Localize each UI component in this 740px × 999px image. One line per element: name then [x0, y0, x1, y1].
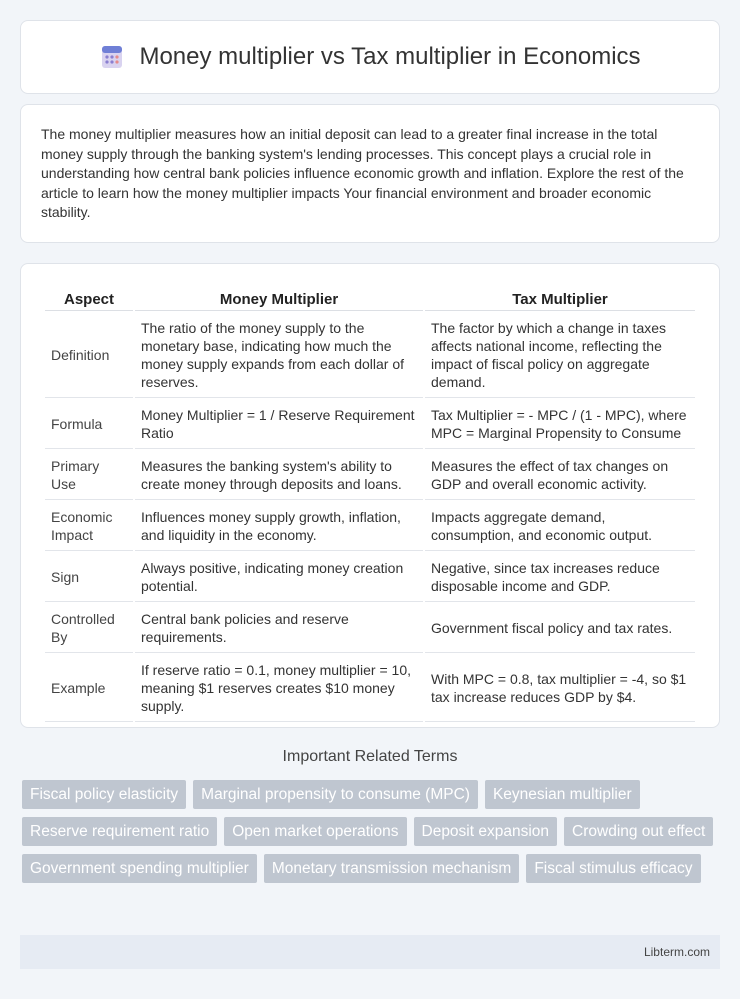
row-aspect: Formula	[45, 400, 133, 449]
row-tax: Negative, since tax increases reduce disposable income and GDP.	[425, 553, 695, 602]
row-aspect: Primary Use	[45, 451, 133, 500]
table-row	[45, 451, 695, 500]
row-money: Influences money supply growth, inflation, and liquidity in the economy.	[135, 502, 423, 551]
page-title: Money multiplier vs Tax multiplier in Economics	[139, 43, 641, 70]
related-terms-list	[22, 780, 722, 891]
row-money: Money Multiplier = 1 / Reserve Requirement Ratio	[135, 400, 423, 449]
footer-site-link[interactable]: Libterm.com	[643, 945, 710, 959]
row-aspect: Economic Impact	[45, 502, 133, 551]
table-row	[45, 553, 695, 602]
related-term-tag[interactable]: Crowding out effect	[564, 817, 713, 846]
row-tax: Measures the effect of tax changes on GDP and overall economic activity.	[425, 451, 695, 500]
table-row	[45, 604, 695, 653]
title-card	[20, 20, 720, 94]
table-row	[45, 655, 695, 722]
row-money: The ratio of the money supply to the monetary base, indicating how much the money supply expands from each dollar of reserves.	[135, 313, 423, 398]
row-tax: Impacts aggregate demand, consumption, and economic output.	[425, 502, 695, 551]
calculator-icon	[99, 44, 125, 70]
related-term-tag[interactable]: Reserve requirement ratio	[22, 817, 217, 846]
related-term-tag[interactable]: Open market operations	[224, 817, 406, 846]
related-term-tag[interactable]: Keynesian multiplier	[485, 780, 640, 809]
row-aspect: Example	[45, 655, 133, 722]
related-term-tag[interactable]: Deposit expansion	[414, 817, 558, 846]
related-term-tag[interactable]: Marginal propensity to consume (MPC)	[193, 780, 478, 809]
comparison-table-card	[20, 263, 720, 728]
related-term-tag[interactable]: Government spending multiplier	[22, 854, 257, 883]
table-header-row	[45, 288, 695, 311]
row-aspect: Controlled By	[45, 604, 133, 653]
row-tax: With MPC = 0.8, tax multiplier = -4, so $1 tax increase reduces GDP by $4.	[425, 655, 695, 722]
header-tax-multiplier: Tax Multiplier	[425, 288, 695, 311]
header-aspect: Aspect	[45, 288, 133, 311]
row-money: Measures the banking system's ability to create money through deposits and loans.	[135, 451, 423, 500]
intro-text: The money multiplier measures how an initial deposit can lead to a greater final increase in the total money supply through the banking system's lending processes. This concept plays a crucial role in understanding how central bank policies influence economic growth and inflation. Explore the rest of the article to learn how the money multiplier impacts Your financial environment and broader economic stability.	[41, 126, 684, 221]
related-term-tag[interactable]: Fiscal stimulus efficacy	[526, 854, 700, 883]
table-row	[45, 313, 695, 398]
table-row	[45, 400, 695, 449]
row-aspect: Definition	[45, 313, 133, 398]
footer	[20, 935, 720, 969]
header-money-multiplier: Money Multiplier	[135, 288, 423, 311]
row-tax: Government fiscal policy and tax rates.	[425, 604, 695, 653]
row-tax: The factor by which a change in taxes affects national income, reflecting the impact of fiscal policy on aggregate demand.	[425, 313, 695, 398]
table-row	[45, 502, 695, 551]
related-term-tag[interactable]: Monetary transmission mechanism	[264, 854, 519, 883]
row-aspect: Sign	[45, 553, 133, 602]
related-terms-title: Important Related Terms	[282, 748, 458, 765]
row-money: Central bank policies and reserve requirements.	[135, 604, 423, 653]
row-tax: Tax Multiplier = - MPC / (1 - MPC), where MPC = Marginal Propensity to Consume	[425, 400, 695, 449]
row-money: Always positive, indicating money creation potential.	[135, 553, 423, 602]
related-term-tag[interactable]: Fiscal policy elasticity	[22, 780, 186, 809]
row-money: If reserve ratio = 0.1, money multiplier = 10, meaning $1 reserves creates $10 money supply.	[135, 655, 423, 722]
intro-card	[20, 104, 720, 243]
comparison-table	[43, 286, 697, 724]
